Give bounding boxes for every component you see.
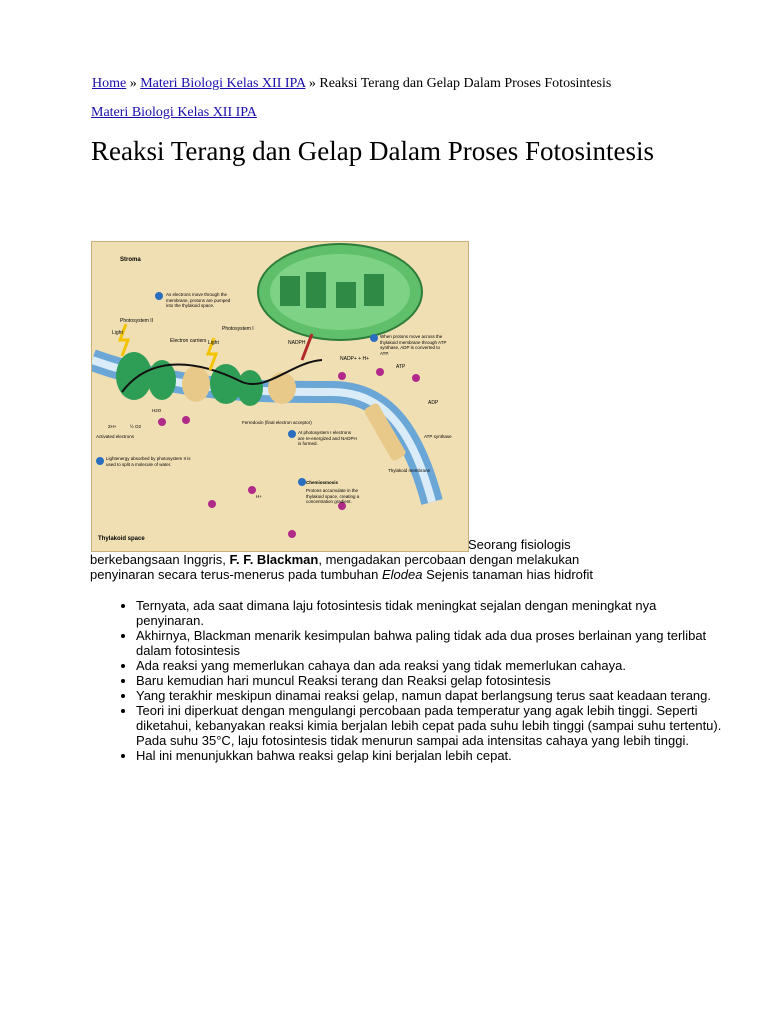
intro-text: Sejenis tanaman hias hidrofit [422, 567, 593, 582]
intro-text: berkebangsaan Inggris, [90, 552, 230, 567]
list-item: • Yang terakhir meskipun dinamai reaksi gelap, namun dapat berlangsung terus saat keadaan terang. [136, 688, 726, 703]
granum-stack [306, 272, 326, 308]
step-c-note: At photosystem I electrons are re-energized and NADPH is formed. [298, 430, 357, 446]
step-d-note: Protons accumulate in the thylakoid space, creating a concentration gradient. [306, 488, 360, 504]
step-marker [288, 430, 296, 438]
breadcrumb-category-link[interactable]: Materi Biologi Kelas XII IPA [140, 76, 306, 91]
granum-stack [364, 274, 384, 306]
list-item: • Hal ini menunjukkan bahwa reaksi gelap kini berjalan lebih cepat. [136, 748, 726, 763]
breadcrumb-separator: » [305, 76, 320, 91]
label-atp: ATP [396, 364, 406, 370]
electron-carrier-protein [182, 366, 210, 402]
breadcrumb-current: Reaksi Terang dan Gelap Dalam Proses Fotosintesis [319, 76, 612, 91]
list-item: • Baru kemudian hari muncul Reaksi terang dan Reaksi gelap fotosintesis [136, 673, 726, 688]
ferredoxin-protein [268, 372, 296, 404]
label-activated: Activated electrons [96, 434, 135, 439]
label-nadph: NADPH [288, 340, 306, 346]
label-light: Light [112, 330, 123, 336]
step-marker [370, 334, 378, 342]
zoom-arrow [302, 334, 312, 360]
step-marker [298, 478, 306, 486]
page-title: Reaksi Terang dan Gelap Dalam Proses Fotosintesis [91, 136, 655, 166]
photosystem-i-protein [237, 370, 263, 406]
breadcrumb [92, 76, 611, 92]
proton-dot [208, 500, 216, 508]
diagram-svg [92, 242, 468, 551]
label-nadp: NADP+ + H+ [340, 356, 370, 362]
label-carriers: Electron carriers [170, 338, 207, 344]
label-chemiosmosis: Chemiosmosis [306, 480, 339, 485]
granum-stack [336, 282, 356, 308]
photosystem-ii-protein [116, 352, 152, 400]
proton-dot [412, 374, 420, 382]
proton-dot [338, 372, 346, 380]
intro-paragraph [90, 537, 690, 582]
intro-text: , mengadakan percobaan dengan melakukan [318, 552, 580, 567]
step-b-note: As electrons move through the membrane, protons are pumped into the thylakoid space. [166, 292, 231, 308]
bullet-list [90, 598, 726, 763]
label-atp-synthase: ATP synthase [424, 434, 452, 439]
label-light: Light [208, 340, 219, 346]
light-bolt-icon [120, 324, 128, 356]
list-item: • Ternyata, ada saat dimana laju fotosintesis tidak meningkat sejalan dengan meningkat nya penyinaran. [136, 598, 726, 628]
intro-text: penyinaran secara terus-menerus pada tumbuhan [90, 567, 382, 582]
proton-dot [158, 418, 166, 426]
label-adp: ADP [428, 400, 439, 406]
step-marker [155, 292, 163, 300]
scientist-name: F. F. Blackman [229, 552, 319, 567]
step-a-note: Lightenergy absorbed by photosystem II is used to split a molecule of water. [106, 456, 191, 467]
proton-dot [182, 416, 190, 424]
label-ferredoxin: Ferredoxin (final electron acceptor) [242, 420, 312, 425]
proton-dot [376, 368, 384, 376]
label-thylakoid-membrane: Thylakoid membrane [388, 468, 431, 473]
granum-stack [280, 276, 300, 306]
breadcrumb-home-link[interactable]: Home [92, 76, 127, 91]
label-water: H2O [152, 408, 162, 413]
list-item: • Akhirnya, Blackman menarik kesimpulan bahwa paling tidak ada dua proses berlainan yang terlibat dalam fotosintesis [136, 628, 726, 658]
intro-text: Seorang fisiologis [468, 537, 571, 552]
step-e-note: When protons move across the thylakoid membrane through ATP synthase, ADP is converted to ATP. [380, 334, 447, 356]
label-ps2: Photosystem II [120, 318, 154, 324]
label-thylakoid-space: Thylakoid space [98, 536, 145, 542]
label-hplus: H+ [256, 494, 262, 499]
step-marker [96, 457, 104, 465]
list-item: • Ada reaksi yang memerlukan cahaya dan ada reaksi yang tidak memerlukan cahaya. [136, 658, 726, 673]
breadcrumb-separator: » [126, 76, 141, 91]
plant-name: Elodea [381, 567, 423, 582]
label-ps1: Photosystem I [222, 326, 254, 332]
label-stroma: Stroma [120, 257, 141, 263]
category-link[interactable]: Materi Biologi Kelas XII IPA [91, 105, 257, 120]
label-oxygen: ½ O2 [130, 424, 142, 429]
label-2h: 2H+ [108, 424, 117, 429]
proton-dot [248, 486, 256, 494]
list-item: • Teori ini diperkuat dengan mengulangi percobaan pada temperatur yang agak lebih tinggi. Seperti diketahui, kebanyakan reaksi kimia berjalan lebih cepat pada suhu lebih tinggi (sampai suhu tertentu). Pada suhu 35°C, laju fotosintesis tidak menurun sampai ada intensitas cahaya yang lebih tinggi. [136, 703, 726, 748]
photosynthesis-diagram [91, 241, 469, 552]
